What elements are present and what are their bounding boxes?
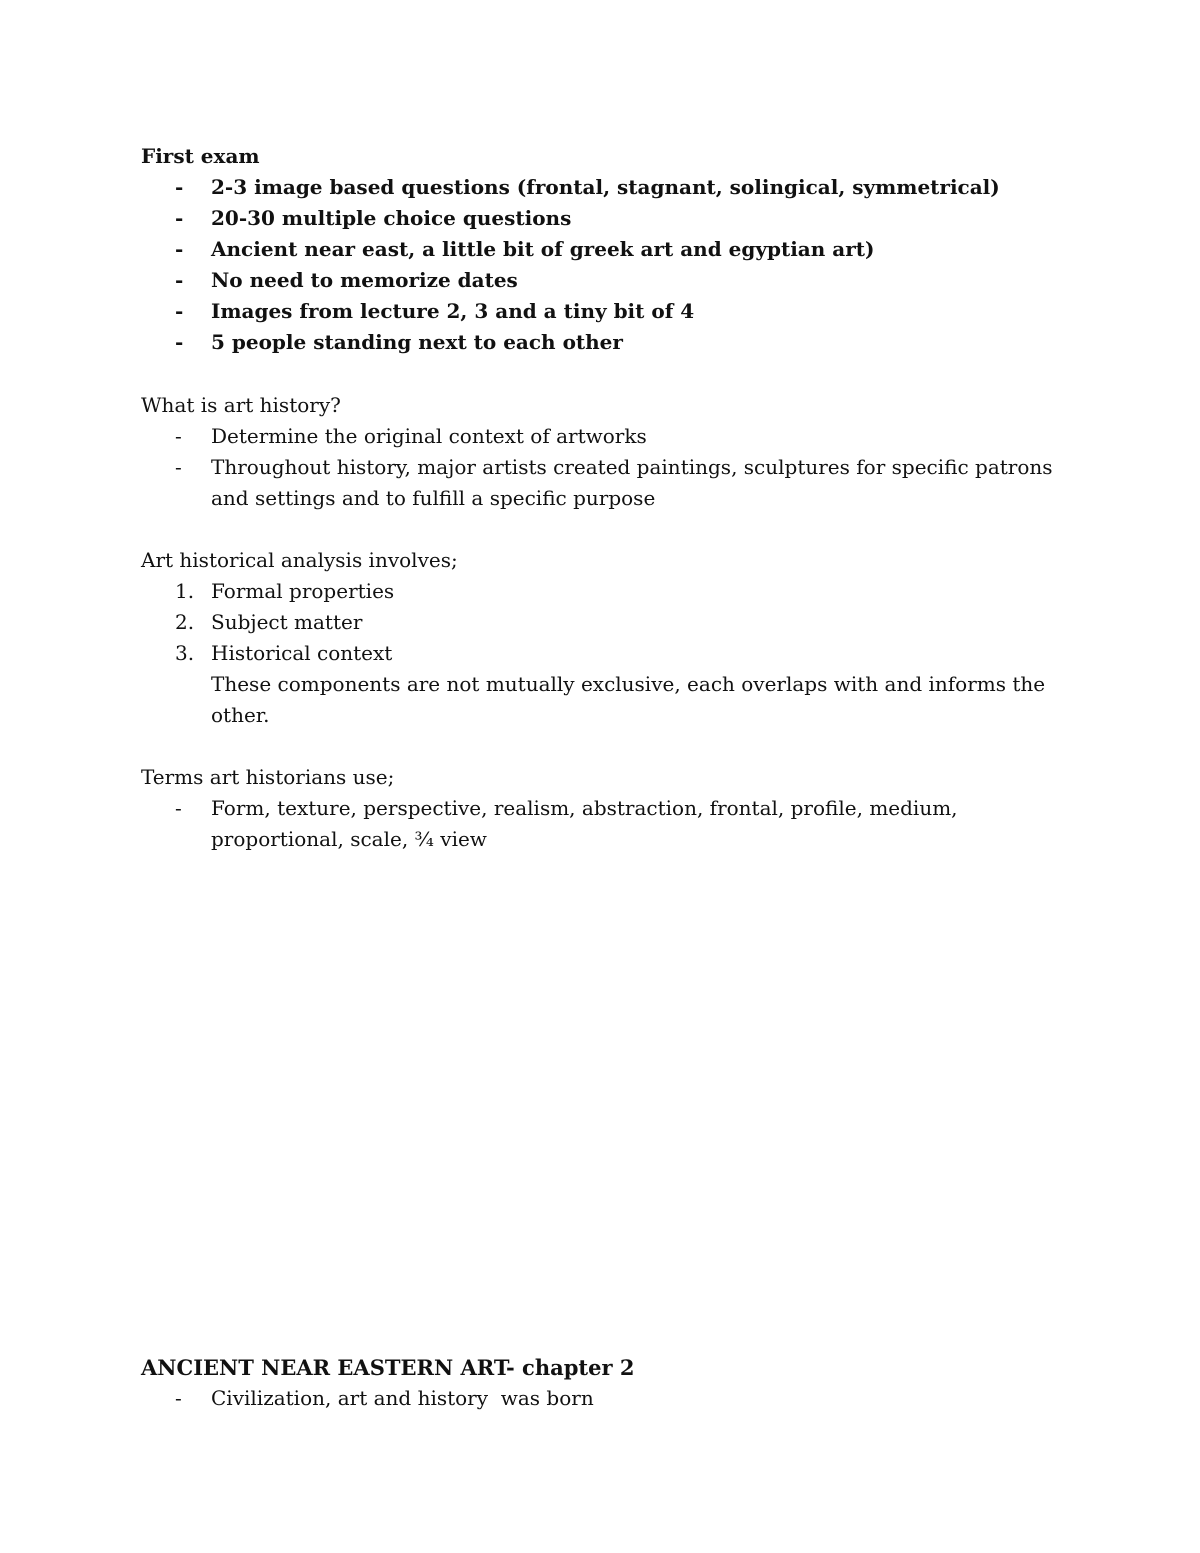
list-item (141, 576, 1061, 607)
dash-marker: - (175, 268, 184, 292)
first-exam-heading: First exam (141, 144, 260, 168)
first-exam-list (141, 172, 1061, 358)
list-item (141, 607, 1061, 638)
list-number: 3. (175, 641, 195, 665)
list-number: 1. (175, 579, 195, 603)
dash-marker: - (175, 455, 182, 479)
list-item (141, 1383, 1061, 1414)
list-item-text: Ancient near east, a little bit of greek art and egyptian art) (211, 237, 875, 261)
list-item (141, 203, 1061, 234)
list-item-text: Throughout history, major artists created paintings, sculptures for specific patrons and settings and to fulfill a specific purpose (211, 455, 1053, 510)
terms-list (141, 793, 1061, 855)
dash-marker: - (175, 796, 182, 820)
list-item-text: Historical context (211, 641, 393, 665)
terms-section (141, 762, 1061, 855)
list-item (141, 793, 1061, 855)
dash-marker: - (175, 175, 184, 199)
analysis-heading: Art historical analysis involves; (141, 548, 458, 572)
near-eastern-list (141, 1383, 1061, 1414)
art-history-heading: What is art history? (141, 393, 341, 417)
list-item-text: No need to memorize dates (211, 268, 518, 292)
near-eastern-heading (141, 1352, 1061, 1383)
dash-marker: - (175, 237, 184, 261)
list-item (141, 452, 1061, 514)
list-item (141, 265, 1061, 296)
list-number: 2. (175, 610, 195, 634)
list-item-text: Civilization, art and history was born (211, 1386, 594, 1410)
analysis-section (141, 545, 1061, 731)
near-eastern-title-suffix: - chapter 2 (506, 1355, 635, 1380)
list-item (141, 638, 1061, 669)
list-item-text: Formal properties (211, 579, 395, 603)
analysis-list (141, 576, 1061, 669)
list-item (141, 296, 1061, 327)
analysis-note: These components are not mutually exclusive, each overlaps with and informs the other. (211, 672, 1046, 727)
near-eastern-title: ANCIENT NEAR EASTERN ART (141, 1355, 507, 1380)
first-exam-section (141, 141, 1061, 358)
terms-heading: Terms art historians use; (141, 765, 395, 789)
dash-marker: - (175, 299, 184, 323)
dash-marker: - (175, 206, 184, 230)
art-history-section (141, 390, 1061, 514)
list-item-text: Form, texture, perspective, realism, abstraction, frontal, profile, medium, proportional, scale, ¾ view (211, 796, 958, 851)
list-item-text: Subject matter (211, 610, 363, 634)
list-item-text: 20-30 multiple choice questions (211, 206, 572, 230)
list-item-text: Images from lecture 2, 3 and a tiny bit of 4 (211, 299, 695, 323)
dash-marker: - (175, 1386, 182, 1410)
list-item (141, 421, 1061, 452)
list-item (141, 327, 1061, 358)
near-eastern-section (141, 1352, 1061, 1414)
list-item (141, 172, 1061, 203)
dash-marker: - (175, 424, 182, 448)
art-history-list (141, 421, 1061, 514)
list-item-text: Determine the original context of artworks (211, 424, 647, 448)
list-item (141, 234, 1061, 265)
list-item-text: 5 people standing next to each other (211, 330, 623, 354)
dash-marker: - (175, 330, 184, 354)
list-item-text: 2-3 image based questions (frontal, stagnant, solingical, symmetrical) (211, 175, 1000, 199)
